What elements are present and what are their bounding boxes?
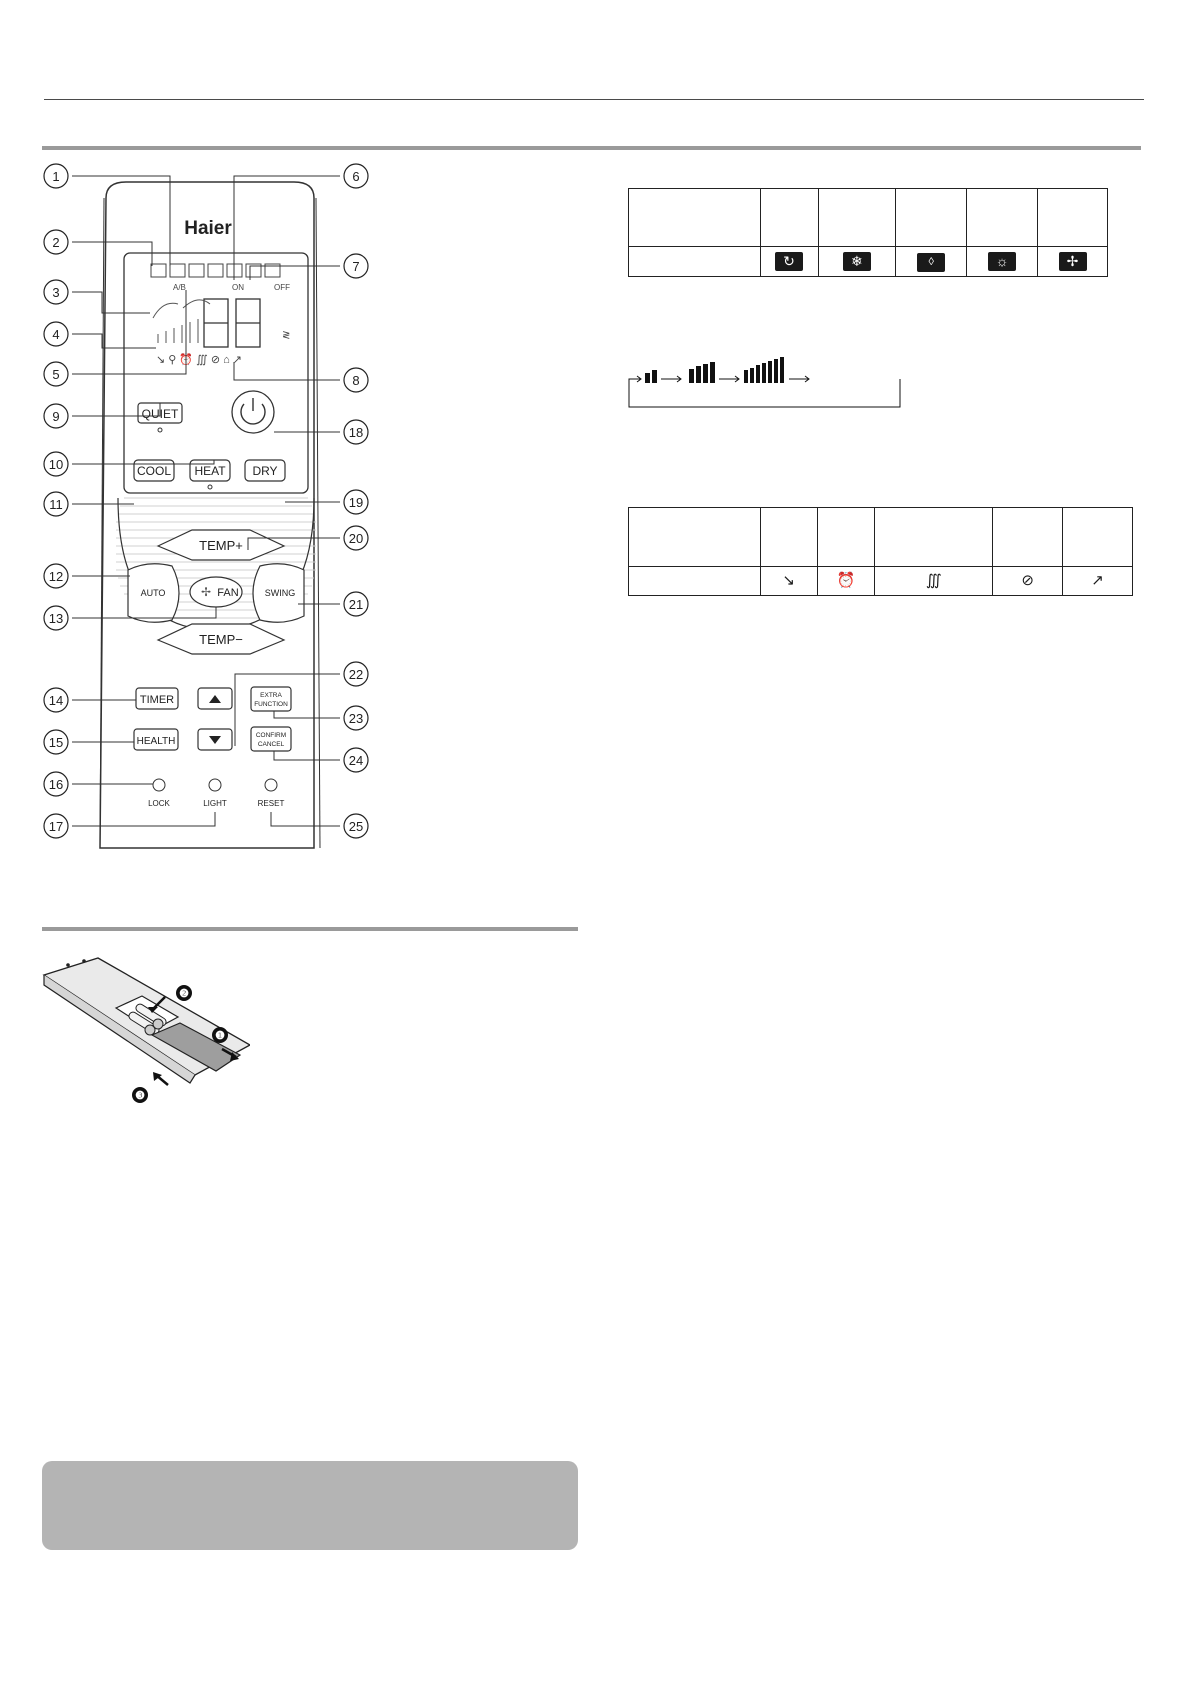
mode-icon-table [628, 188, 1108, 277]
callout-22: 22 [348, 667, 364, 682]
note-box [42, 1461, 578, 1550]
reset-button [265, 779, 277, 791]
svg-text:LOCK: LOCK [148, 799, 170, 808]
svg-text:SWING: SWING [264, 588, 296, 598]
callout-13: 13 [48, 611, 64, 626]
light-button [209, 779, 221, 791]
callout-5: 5 [52, 367, 60, 382]
power-button [232, 391, 274, 433]
svg-text:FUNCTION: FUNCTION [254, 701, 288, 708]
svg-text:CONFIRM: CONFIRM [255, 732, 287, 739]
callout-16: 16 [48, 777, 64, 792]
sleep-icon: ↘ [782, 572, 795, 589]
section-divider-battery [42, 927, 578, 931]
svg-text:TEMP−: TEMP− [199, 632, 243, 647]
svg-text:FAN: FAN [217, 587, 239, 599]
svg-text:COOL: COOL [136, 464, 172, 478]
fan-icon: ✢ [200, 585, 212, 599]
callout-7: 7 [352, 259, 360, 274]
callout-21: 21 [348, 597, 364, 612]
svg-text:TEMP+: TEMP+ [199, 538, 243, 553]
callout-25: 25 [348, 819, 364, 834]
svg-text:HEAT: HEAT [194, 464, 226, 478]
callout-6: 6 [352, 169, 360, 184]
svg-text:TIMER: TIMER [139, 694, 175, 706]
fan-speed-cycle-diagram [625, 355, 905, 411]
callout-12: 12 [48, 569, 64, 584]
heat-mode-icon: ☼ [988, 252, 1016, 271]
svg-text:↘ ⚲ ⏰ ∭ ⊘ ⌂ ↗: ↘ ⚲ ⏰ ∭ ⊘ ⌂ ↗ [156, 354, 243, 366]
callout-19: 19 [348, 495, 364, 510]
callout-17: 17 [48, 819, 64, 834]
battery-install-illustration [40, 955, 250, 1115]
callout-20: 20 [348, 531, 364, 546]
svg-text:RESET: RESET [257, 799, 285, 808]
callout-9: 9 [52, 409, 60, 424]
callout-18: 18 [348, 425, 364, 440]
function-table-row-label [629, 567, 761, 596]
header-rule [44, 99, 1144, 100]
function-table-header-label [629, 508, 761, 567]
dry-mode-icon: ◊ [917, 253, 945, 272]
svg-text:AUTO: AUTO [140, 588, 166, 598]
mode-table-header-label [629, 189, 761, 247]
svg-text:LIGHT: LIGHT [203, 799, 227, 808]
lcd-on-label: ON [232, 283, 244, 292]
auto-mode-icon: ↻ [775, 252, 803, 271]
brand-logo: Haier [184, 218, 232, 239]
lcd-off-label: OFF [274, 283, 290, 292]
callout-4: 4 [52, 327, 60, 342]
callout-8: 8 [352, 373, 360, 388]
cool-mode-icon: ❄ [843, 252, 871, 271]
callout-15: 15 [48, 735, 64, 750]
function-icon-table [628, 507, 1133, 596]
turbo-icon: ↗ [1091, 572, 1104, 589]
section-divider-top [42, 146, 1141, 150]
lcd-ab-label: A/B [173, 283, 186, 292]
timer-alarm-icon: ⏰ [836, 572, 856, 589]
svg-text:CANCEL: CANCEL [257, 741, 285, 748]
battery-step-1: ❶ [215, 1030, 225, 1042]
battery-step-3: ❸ [135, 1090, 145, 1102]
callout-2: 2 [52, 235, 60, 250]
svg-text:≷: ≷ [282, 330, 291, 341]
svg-text:QUIET: QUIET [141, 407, 179, 421]
health-leaf-icon: ⊘ [1021, 572, 1034, 589]
svg-text:HEALTH: HEALTH [136, 736, 176, 747]
callout-23: 23 [348, 711, 364, 726]
remote-control-diagram [38, 158, 398, 858]
lock-button [153, 779, 165, 791]
battery-step-2: ❷ [179, 988, 189, 1000]
callout-1: 1 [52, 169, 60, 184]
fan-mode-icon: ✢ [1059, 252, 1087, 271]
svg-text:DRY: DRY [252, 464, 278, 478]
callout-11: 11 [49, 497, 63, 512]
svg-text:EXTRA: EXTRA [260, 692, 282, 699]
mode-table-row-label [629, 247, 761, 277]
heater-icon: ∭ [925, 572, 942, 589]
callout-3: 3 [52, 285, 60, 300]
callout-14: 14 [48, 693, 64, 708]
callout-24: 24 [348, 753, 364, 768]
callout-10: 10 [48, 457, 64, 472]
